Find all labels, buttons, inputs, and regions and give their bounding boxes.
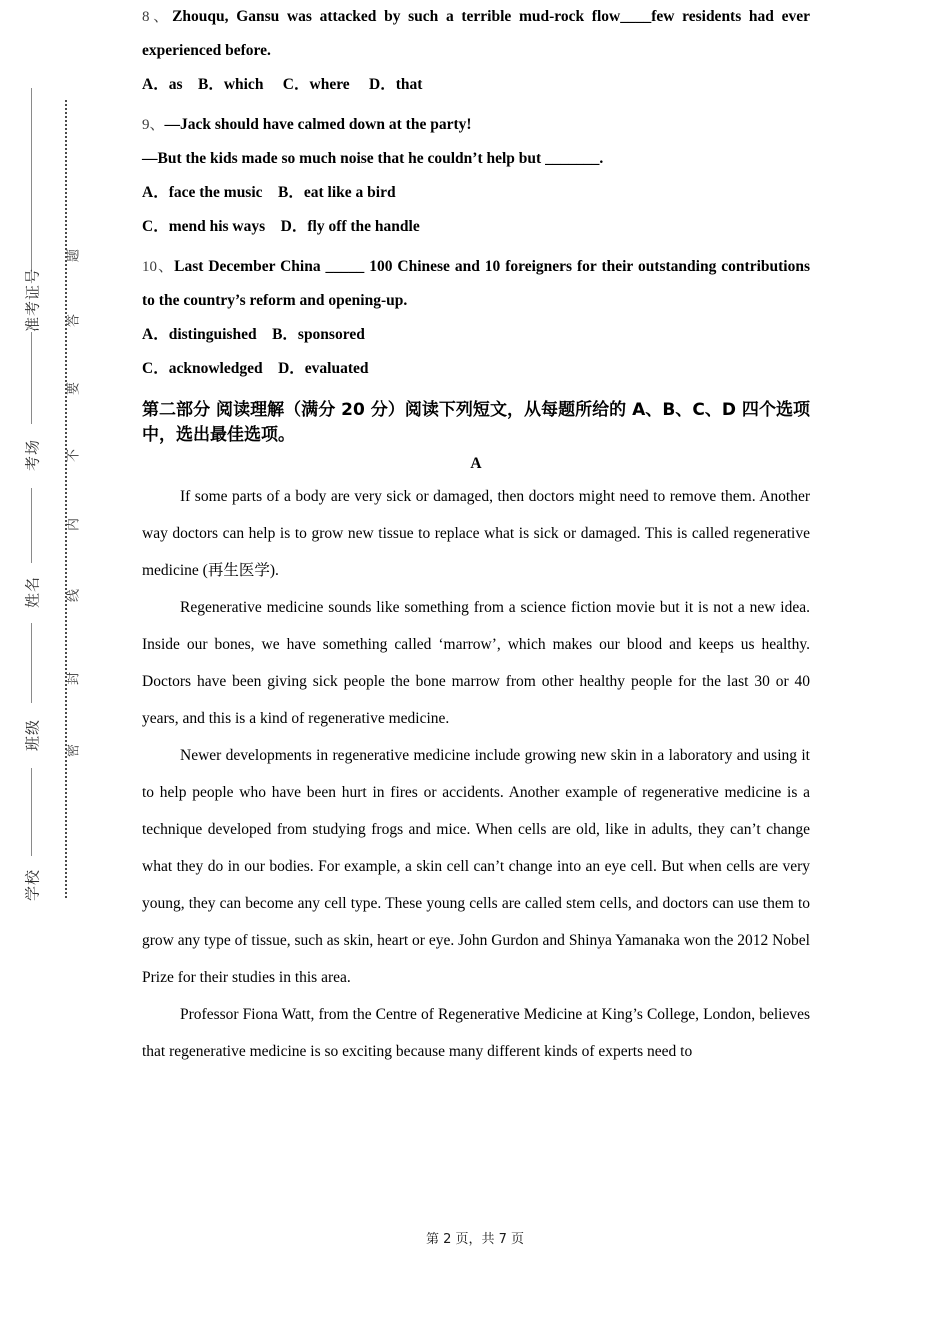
question-9-number: 9、	[142, 117, 165, 133]
seal-warning-char-2: 要	[66, 380, 82, 396]
question-10-stem-text: Last December China _____ 100 Chinese and 10 foreigners for their outstanding contributions to the country’s reform and opening-up.	[142, 258, 810, 309]
seal-rule-4	[31, 768, 32, 856]
question-8-options-line-1: A．as B．which C．where D．that	[142, 76, 423, 93]
seal-warning-char-4: 内	[66, 516, 82, 532]
seal-rule-1	[31, 332, 32, 424]
seal-identity-column	[12, 0, 52, 1344]
question-9-options-line-1: A．face the music B．eat like a bird	[142, 184, 396, 201]
seal-field-label-4: 学校	[23, 868, 42, 902]
question-9-stem-line-2: —But the kids made so much noise that he couldn’t help but _______.	[142, 150, 604, 167]
page-number-text: 第 2 页，共 7 页	[425, 1232, 525, 1247]
question-8-stem-text: Zhouqu, Gansu was attacked by such a terrible mud-rock flow____few residents had ever experienced before.	[142, 8, 810, 59]
seal-warning-char-0: 题	[66, 247, 82, 263]
question-10-stem	[142, 250, 810, 318]
page-footer	[0, 1228, 950, 1247]
question-10-number: 10、	[142, 259, 175, 275]
question-10	[142, 250, 810, 386]
seal-warning-char-3: 不	[66, 447, 82, 463]
question-8	[142, 0, 810, 102]
seal-warning-char-6: 封	[66, 670, 82, 686]
passage-paragraph-4: Professor Fiona Watt, from the Centre of Regenerative Medicine at King’s College, London, believes that regenerative medicine is so exciting because many different kinds of experts need to	[142, 1006, 810, 1060]
question-10-options-line-1: A．distinguished B．sponsored	[142, 326, 365, 343]
question-9-stem-line-1: —Jack should have calmed down at the party!	[164, 116, 472, 133]
seal-rule-2	[31, 488, 32, 563]
seal-field-label-0: 准考证号	[23, 267, 42, 333]
seal-warning-char-5: 线	[66, 587, 82, 603]
question-9	[142, 108, 810, 244]
seal-warning-column	[52, 0, 92, 1344]
section-heading-part-two: 第二部分 阅读理解（满分 20 分）阅读下列短文，从每题所给的 A、B、C、D 四个选项中，选出最佳选项。	[142, 400, 810, 445]
document-body	[142, 0, 810, 1070]
seal-field-label-2: 姓名	[23, 575, 42, 609]
question-8-number: 8、	[142, 9, 173, 25]
seal-rule-0	[31, 88, 32, 270]
passage-paragraph-1: If some parts of a body are very sick or damaged, then doctors might need to remove them. Another way doctors can help is to grow new tissue to replace what is sick or damaged. This is called regenerative medicine (再生医学).	[142, 488, 810, 579]
seal-field-label-3: 班级	[23, 718, 42, 752]
question-9-stem	[142, 108, 810, 142]
seal-dotted-line	[65, 100, 67, 898]
passage-letter-a: A	[470, 455, 482, 472]
seal-warning-char-1: 答	[66, 312, 82, 328]
seal-field-label-1: 考场	[23, 438, 42, 472]
seal-rule-3	[31, 623, 32, 703]
question-9-options-line-2: C．mend his ways D．fly off the handle	[142, 218, 420, 235]
question-10-options-line-2: C．acknowledged D．evaluated	[142, 360, 369, 377]
seal-warning-char-7: 密	[66, 742, 82, 758]
passage-paragraph-2: Regenerative medicine sounds like something from a science fiction movie but it is not a new idea. Inside our bones, we have something called ‘marrow’, which makes our blood and keeps us healthy. Doctors have been giving sick people the bone marrow from other healthy people for the last 30 or 40 years, and this is a kind of regenerative medicine.	[142, 599, 810, 727]
exam-seal-margin	[0, 0, 130, 1344]
passage-paragraph-3: Newer developments in regenerative medicine include growing new skin in a laboratory and using it to help people who have been hurt in fires or accidents. Another example of regenerative medicine is a technique developed from studying frogs and mice. When cells are old, like in adults, they can’t change what they do in our bodies. For example, a skin cell can’t change into an eye cell. But when cells are very young, they can become any cell type. These young cells are called stem cells, and doctors can use them to grow any type of tissue, such as skin, heart or eye. John Gurdon and Shinya Yamanaka won the 2012 Nobel Prize for their studies in this area.	[142, 747, 810, 986]
question-8-stem	[142, 0, 810, 68]
